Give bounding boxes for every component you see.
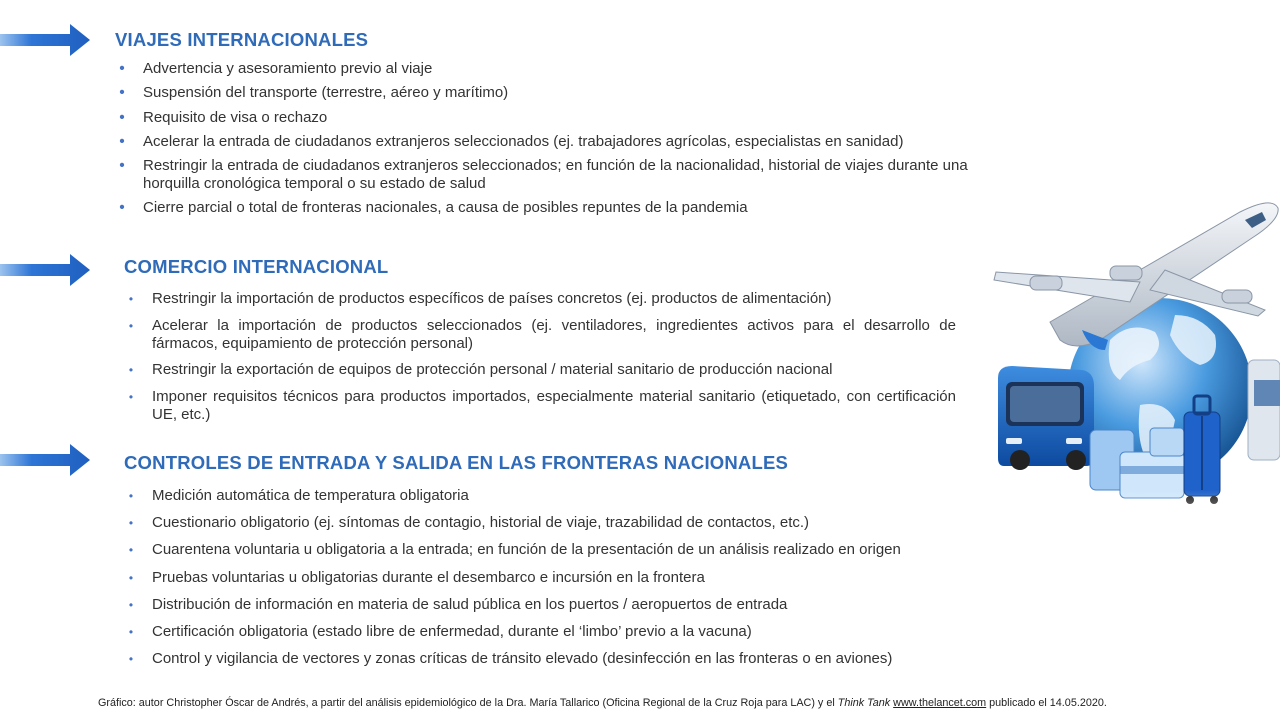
footer-credit: Gráfico: autor Christopher Óscar de Andrés, a partir del análisis epidemiológico de la Dra. María Tallarico (Oficina Regional de la Cruz Roja para LAC) y el Think Tank www.thelancet.com publicado el 14.05.2020. <box>98 697 1107 709</box>
list-item: • Distribución de información en materia de salud pública en los puertos / aeropuertos de entrada <box>128 595 788 613</box>
section-heading: CONTROLES DE ENTRADA Y SALIDA EN LAS FRONTERAS NACIONALES <box>124 452 789 473</box>
bus-icon <box>998 366 1094 470</box>
section-arrow-viajes <box>0 22 92 58</box>
list-item: • Advertencia y asesoramiento previo al viaje <box>119 60 433 77</box>
list-item: • Restringir la importación de productos específicos de países concretos (ej. productos de alimentación) <box>128 290 832 307</box>
section-comercio-internacional <box>124 256 956 432</box>
list-item: • Medición automática de temperatura obligatoria <box>128 487 469 504</box>
bullet-list <box>124 487 964 668</box>
list-item: • Certificación obligatoria (estado libre de enfermedad, durante el ‘limbo’ previo a la vacuna) <box>128 622 752 640</box>
list-item: • Acelerar la entrada de ciudadanos extranjeros seleccionados (ej. trabajadores agrícolas, especialistas en sanidad) <box>119 132 904 150</box>
list-item: • Cuarentena voluntaria u obligatoria a la entrada; en función de la presentación de un análisis realizado en origen <box>128 541 901 559</box>
bullet-list <box>124 290 956 424</box>
section-heading: VIAJES INTERNACIONALES <box>115 29 369 50</box>
list-item: • Control y vigilancia de vectores y zonas críticas de tránsito elevado (desinfección en las fronteras o en aviones) <box>128 650 893 668</box>
list-item: • Requisito de visa o rechazo <box>119 108 328 126</box>
list-item: • Acelerar la importación de productos seleccionados (ej. ventiladores, ingredientes activos para el desarrollo de fármacos, equipamiento de protección personal) <box>128 316 956 352</box>
section-arrow-comercio <box>0 252 92 288</box>
thelancet-link[interactable]: www.thelancet.com <box>893 697 987 709</box>
list-item: • Pruebas voluntarias u obligatorias durante el desembarco e incursión en la frontera <box>128 568 705 586</box>
list-item: • Imponer requisitos técnicos para productos importados, especialmente material sanitario (etiquetado, con certificación UE, etc.) <box>128 387 956 423</box>
travel-illustration <box>990 190 1280 550</box>
list-item: • Restringir la entrada de ciudadanos extranjeros seleccionados; en función de la nacionalidad, historial de viajes durante una horquilla cronológica temporal o su estado de salud <box>119 157 968 193</box>
list-item: • Cierre parcial o total de fronteras nacionales, a causa de posibles repuntes de la pandemia <box>119 199 748 217</box>
bullet-list <box>115 60 975 217</box>
section-arrow-controles <box>0 442 92 478</box>
section-viajes-internacionales <box>115 29 975 224</box>
list-item: • Restringir la exportación de equipos de protección personal / material sanitario de producción nacional <box>128 361 833 378</box>
section-controles-fronteras <box>124 452 964 677</box>
list-item: • Suspensión del transporte (terrestre, aéreo y marítimo) <box>119 84 509 102</box>
section-heading: COMERCIO INTERNACIONAL <box>124 256 389 277</box>
list-item: • Cuestionario obligatorio (ej. síntomas de contagio, historial de viaje, trazabilidad de contactos, etc.) <box>128 514 810 532</box>
